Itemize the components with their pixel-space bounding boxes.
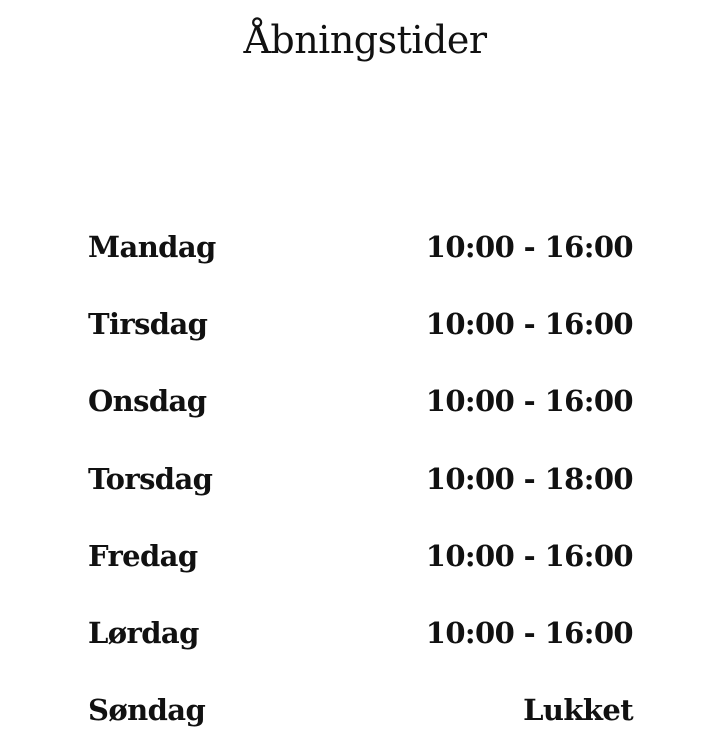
opening-hours-list: [88, 208, 633, 749]
hours-value: 10:00 - 16:00: [425, 538, 633, 573]
hours-value: 10:00 - 16:00: [425, 306, 633, 341]
day-label: Søndag: [88, 693, 206, 728]
page-title: Åbningstider: [243, 18, 487, 62]
opening-hours-row-monday: [88, 208, 633, 285]
opening-hours-row-wednesday: [88, 363, 633, 440]
opening-hours-row-tuesday: [88, 285, 633, 362]
hours-value: 10:00 - 16:00: [425, 616, 633, 651]
day-label: Mandag: [88, 229, 216, 264]
day-label: Tirsdag: [88, 306, 208, 341]
hours-value: 10:00 - 16:00: [425, 384, 633, 419]
hours-value: 10:00 - 16:00: [425, 229, 633, 264]
day-label: Torsdag: [88, 461, 213, 496]
day-label: Fredag: [88, 538, 198, 573]
hours-value: Lukket: [523, 693, 633, 728]
day-label: Onsdag: [88, 384, 207, 419]
opening-hours-row-sunday: [88, 672, 633, 749]
opening-hours-row-thursday: [88, 440, 633, 517]
day-label: Lørdag: [88, 616, 199, 651]
hours-value: 10:00 - 18:00: [425, 461, 633, 496]
opening-hours-row-friday: [88, 517, 633, 594]
opening-hours-row-saturday: [88, 594, 633, 671]
